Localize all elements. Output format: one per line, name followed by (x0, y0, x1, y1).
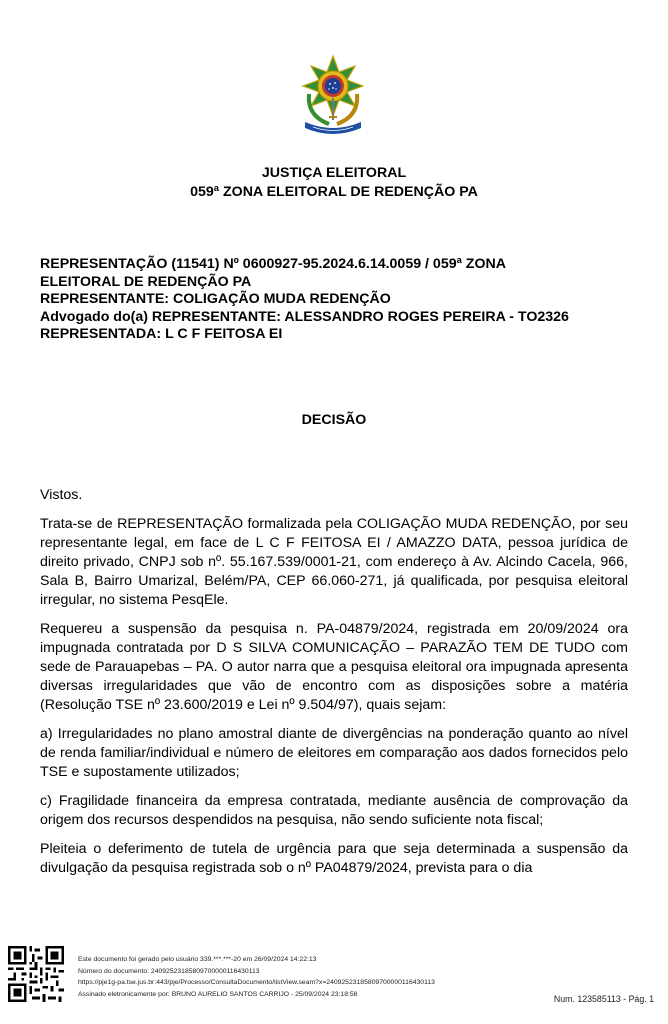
plaintiff-lawyer: Advogado do(a) REPRESENTANTE: ALESSANDRO ROGES PEREIRA - TO2326 (40, 308, 569, 325)
court-header (0, 164, 668, 202)
paragraph: Requereu a suspensão da pesquisa n. PA-04879/2024, registrada em 20/09/2024 ora impugnada contratada por D S SILVA COMUNICAÇÃO – PARAZÃO TEM DE TUDO com sede de Parauapebas – PA. O autor narra que a pesquisa eleitoral ora impugnada apresenta diversas irregularidades que vão de encontro com as disposições sobre a matéria (Resolução TSE nº 23.600/2019 e Lei nº 9.504/97), quais sejam: (40, 621, 628, 713)
brazil-coat-of-arms-icon (299, 54, 367, 136)
footer-generated-by: Este documento foi gerado pelo usuário 339.***.***-20 em 26/09/2024 14:22:13 (78, 956, 317, 963)
plaintiff: REPRESENTANTE: COLIGAÇÃO MUDA REDENÇÃO (40, 291, 391, 308)
electoral-zone: 059ª ZONA ELEITORAL DE REDENÇÃO PA (190, 184, 478, 200)
paragraph-vistos: Vistos. (40, 487, 83, 503)
defendant: REPRESENTADA: L C F FEITOSA EI (40, 326, 283, 343)
footer-document-number: Número do documento: 24092523185809700000116430113 (78, 967, 260, 975)
court-name: JUSTIÇA ELEITORAL (261, 165, 407, 181)
case-zone: ELEITORAL DE REDENÇÃO PA (40, 273, 252, 290)
paragraph: a) Irregularidades no plano amostral diante de divergências na ponderação quanto ao nível de renda familiar/individual e número de eleitores em comparação aos dados fornecidos pelo TSE e supostamente utilizados; (40, 726, 628, 780)
paragraph: Trata-se de REPRESENTAÇÃO formalizada pela COLIGAÇÃO MUDA REDENÇÃO, por seu representante legal, em face de L C F FEITOSA EI / AMAZZO DATA, pessoa jurídica de direito privado, CNPJ sob nº. 55.167.539/0001-21, com endereço à Av. Alcindo Cacela, 966, Sala B, Bairro Umarizal, Belém/PA, CEP 66.060-271, já qualificada, por pesquisa eleitoral irregular, no sistema PesqEle. (40, 516, 628, 608)
case-number: REPRESENTAÇÃO (11541) Nº 0600927-95.2024.6.14.0059 / 059ª ZONA (40, 256, 506, 272)
document-title: DECISÃO (301, 412, 367, 428)
footer-document-url[interactable]: https://pje1g-pa.tse.jus.br:443/pje/Processo/ConsultaDocumento/listView.seam?x=24092523185809700000116430113 (78, 979, 435, 987)
footer-metadata (78, 954, 435, 1000)
qr-code-icon (8, 946, 64, 1002)
case-heading (40, 256, 640, 344)
paragraph: c) Fragilidade financeira da empresa contratada, mediante ausência de comprovação da origem dos recursos despendidos na pesquisa, não sendo suficiente nota fiscal; (40, 793, 628, 828)
document-footer (8, 946, 660, 1006)
footer-signature: Assinado eletronicamente por: BRUNO AURELIO SANTOS CARRIJO - 25/09/2024 23:18:58 (78, 990, 358, 998)
page-number: Num. 123585113 - Pág. 1 (553, 994, 654, 1004)
paragraph: Pleiteia o deferimento de tutela de urgência para que seja determinada a suspensão da divulgação da pesquisa registrada sob o nº PA04879/2024, prevista para o dia (40, 841, 628, 876)
document-body (40, 486, 628, 888)
